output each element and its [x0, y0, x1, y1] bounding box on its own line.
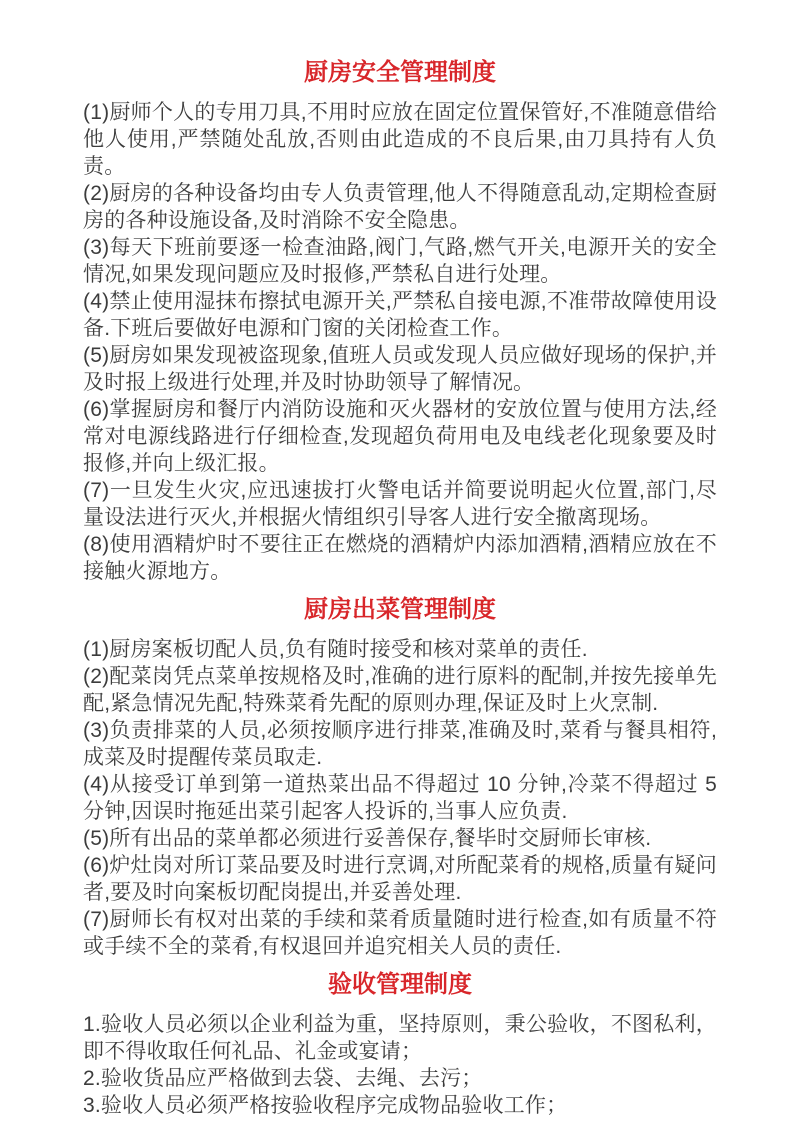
document-body: [83, 58, 717, 1119]
regulation-item: (2)厨房的各种设备均由专人负责管理,他人不得随意乱动,定期检查厨房的各种设施设备,及时消除不安全隐患。: [83, 182, 717, 232]
regulation-item: (1)厨房案板切配人员,负有随时接受和核对菜单的责任.: [83, 638, 588, 661]
section-title: 厨房安全管理制度: [304, 59, 496, 86]
regulation-item: (7)一旦发生火灾,应迅速拔打火警电话并简要说明起火位置,部门,尽量设法进行灭火,并根据火情组织引导客人进行安全撤离现场。: [83, 479, 717, 529]
regulation-item: 2.验收货品应严格做到去袋、去绳、去污；: [83, 1067, 483, 1090]
regulation-item: (2)配菜岗凭点菜单按规格及时,准确的进行原料的配制,并按先接单先配,紧急情况先配,特殊菜肴先配的原则办理,保证及时上火烹制.: [83, 665, 717, 715]
regulation-item: (4)从接受订单到第一道热菜出品不得超过 10 分钟,冷菜不得超过 5 分钟,因误时拖延出菜引起客人投诉的,当事人应负责.: [83, 773, 717, 823]
regulation-item: (6)炉灶岗对所订菜品要及时进行烹调,对所配菜肴的规格,质量有疑问者,要及时向案板切配岗提出,并妥善处理.: [83, 854, 717, 904]
regulation-item: (4)禁止使用湿抹布擦拭电源开关,严禁私自接电源,不准带故障使用设备.下班后要做好电源和门窗的关闭检查工作。: [83, 290, 717, 340]
regulation-item: 3.验收人员必须严格按验收程序完成物品验收工作；: [83, 1094, 568, 1117]
section-title: 厨房出菜管理制度: [304, 596, 496, 623]
regulation-item: (3)每天下班前要逐一检查油路,阀门,气路,燃气开关,电源开关的安全情况,如果发现问题应及时报修,严禁私自进行处理。: [83, 236, 717, 286]
regulation-item: 1.验收人员必须以企业利益为重，坚持原则，秉公验收，不图私利，即不得收取任何礼品、礼金或宴请；: [83, 1013, 717, 1063]
regulation-item: (3)负责排菜的人员,必须按顺序进行排菜,准确及时,菜肴与餐具相符,成菜及时提醒传菜员取走.: [83, 719, 717, 769]
regulation-item: (1)厨师个人的专用刀具,不用时应放在固定位置保管好,不准随意借给他人使用,严禁随处乱放,否则由此造成的不良后果,由刀具持有人负责。: [83, 101, 717, 178]
section-title: 验收管理制度: [328, 971, 472, 998]
regulation-item: (5)所有出品的菜单都必须进行妥善保存,餐毕时交厨师长审核.: [83, 827, 652, 850]
regulation-item: (8)使用酒精炉时不要往正在燃烧的酒精炉内添加酒精,酒精应放在不接触火源地方。: [83, 533, 717, 583]
regulation-item: (5)厨房如果发现被盗现象,值班人员或发现人员应做好现场的保护,并及时报上级进行处理,并及时协助领导了解情况。: [83, 344, 717, 394]
regulation-item: (7)厨师长有权对出菜的手续和菜肴质量随时进行检查,如有质量不符或手续不全的菜肴,有权退回并追究相关人员的责任.: [83, 908, 717, 958]
regulation-item: (6)掌握厨房和餐厅内消防设施和灭火器材的安放位置与使用方法,经常对电源线路进行仔细检查,发现超负荷用电及电线老化现象要及时报修,并向上级汇报。: [83, 398, 717, 475]
